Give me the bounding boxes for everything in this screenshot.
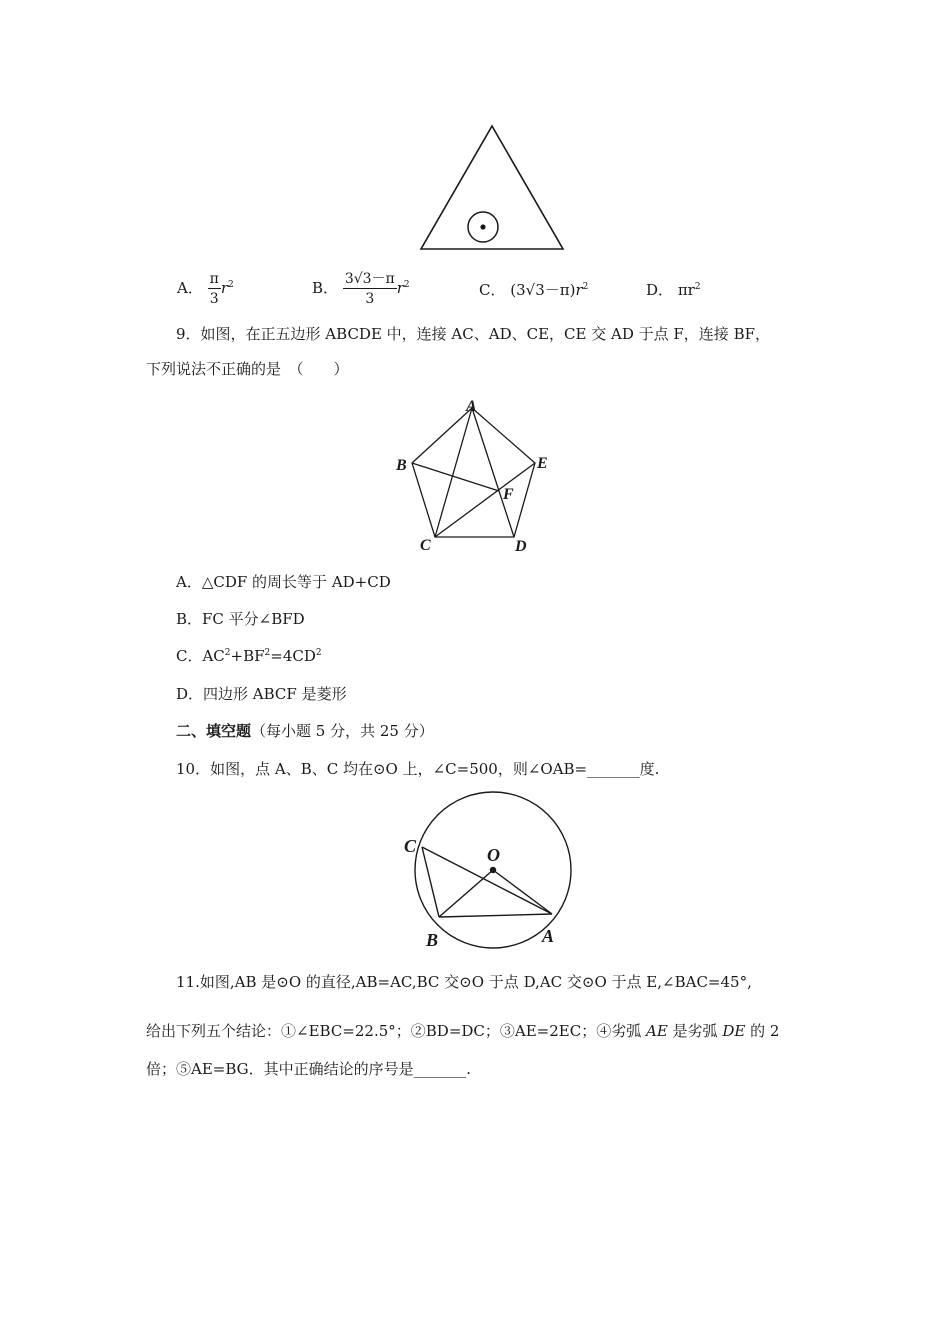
section-title: 二、填空题 [176, 722, 252, 740]
center-dot [490, 867, 496, 873]
exponent: 2 [228, 280, 234, 290]
point-label-o: O [487, 845, 500, 865]
segment-ad [472, 408, 514, 537]
vertex-label-c: C [420, 537, 431, 554]
exponent: 2 [315, 648, 322, 658]
arc-de: DE [722, 1022, 746, 1040]
q8-option-c[interactable] [479, 283, 588, 298]
q8-option-d[interactable] [646, 283, 701, 298]
fraction [208, 272, 221, 306]
expression: πr [677, 281, 695, 299]
point-label-b: B [426, 930, 439, 950]
exponent: 2 [582, 282, 589, 292]
option-label: B． [312, 279, 339, 297]
text: 是劣弧 [667, 1022, 723, 1040]
fraction [343, 272, 397, 306]
option-label: A． [177, 279, 203, 297]
q8-option-a[interactable] [177, 272, 234, 306]
q9-stem-line2: 下列说法不正确的是 （ ） [146, 360, 349, 378]
segment-ce [435, 463, 535, 537]
exponent: 2 [224, 648, 231, 658]
q9-option-a[interactable]: A．△CDF 的周长等于 AD+CD [176, 573, 391, 591]
variable: r [575, 281, 583, 299]
point-label-a: A [542, 926, 555, 946]
numerator: π [209, 271, 219, 287]
triangle [421, 126, 563, 249]
denominator: 3 [365, 291, 375, 307]
text: 给出下列五个结论：①∠EBC=22.5°；②BD=DC；③AE=2EC；④劣弧 [146, 1022, 646, 1040]
option-label: D． [646, 281, 674, 299]
q8-triangle-figure [415, 120, 570, 255]
text: C．AC [176, 647, 225, 665]
text: =4CD [270, 647, 316, 665]
arc-ae: AE [645, 1022, 668, 1040]
q11-stem-line1: 11.如图,AB 是⊙O 的直径,AB=AC,BC 交⊙O 于点 D,AC 交⊙O 于点 E,∠BAC=45°, [176, 973, 752, 991]
pentagon [412, 408, 535, 537]
variable: r [396, 279, 404, 297]
q8-option-b[interactable] [312, 272, 410, 306]
section-note: （每小题 5 分，共 25 分） [251, 722, 434, 740]
q9-option-b[interactable]: B．FC 平分∠BFD [176, 610, 305, 628]
option-label: C． [479, 281, 506, 299]
exponent: 2 [694, 282, 701, 292]
section-heading [176, 724, 434, 739]
exponent: 2 [403, 280, 410, 290]
q9-pentagon-figure [390, 396, 555, 556]
vertex-label-f: F [503, 486, 514, 503]
vertex-label-b: B [396, 457, 407, 474]
exponent: 2 [264, 648, 271, 658]
q9-option-d[interactable]: D．四边形 ABCF 是菱形 [176, 685, 347, 703]
q9-stem-line1: 9．如图，在正五边形 ABCDE 中，连接 AC、AD、CE，CE 交 AD 于点 F，连接 BF， [176, 325, 770, 343]
expression: (3√3－π) [510, 281, 576, 299]
text: +BF [230, 647, 265, 665]
q9-option-c[interactable] [176, 649, 322, 664]
q11-stem-line3: 倍；⑤AE=BG．其中正确结论的序号是_______. [146, 1060, 471, 1078]
vertex-label-e: E [537, 455, 548, 472]
denominator: 3 [209, 291, 219, 307]
segment-oa [493, 870, 552, 914]
text: 的 2 [745, 1022, 780, 1040]
numerator: 3√3－π [344, 271, 395, 287]
vertex-label-a: A [466, 398, 477, 415]
q10-stem: 10．如图，点 A、B、C 均在⊙O 上，∠C=500，则∠OAB=_______度. [176, 760, 660, 778]
q11-stem-line2 [146, 1024, 779, 1039]
circle-center-dot [480, 224, 485, 229]
point-label-c: C [404, 836, 417, 856]
vertex-label-d: D [515, 538, 527, 555]
q10-circle-figure [395, 790, 580, 950]
segment-ab [439, 914, 552, 917]
segment-ob [439, 870, 493, 917]
variable: r [220, 279, 228, 297]
